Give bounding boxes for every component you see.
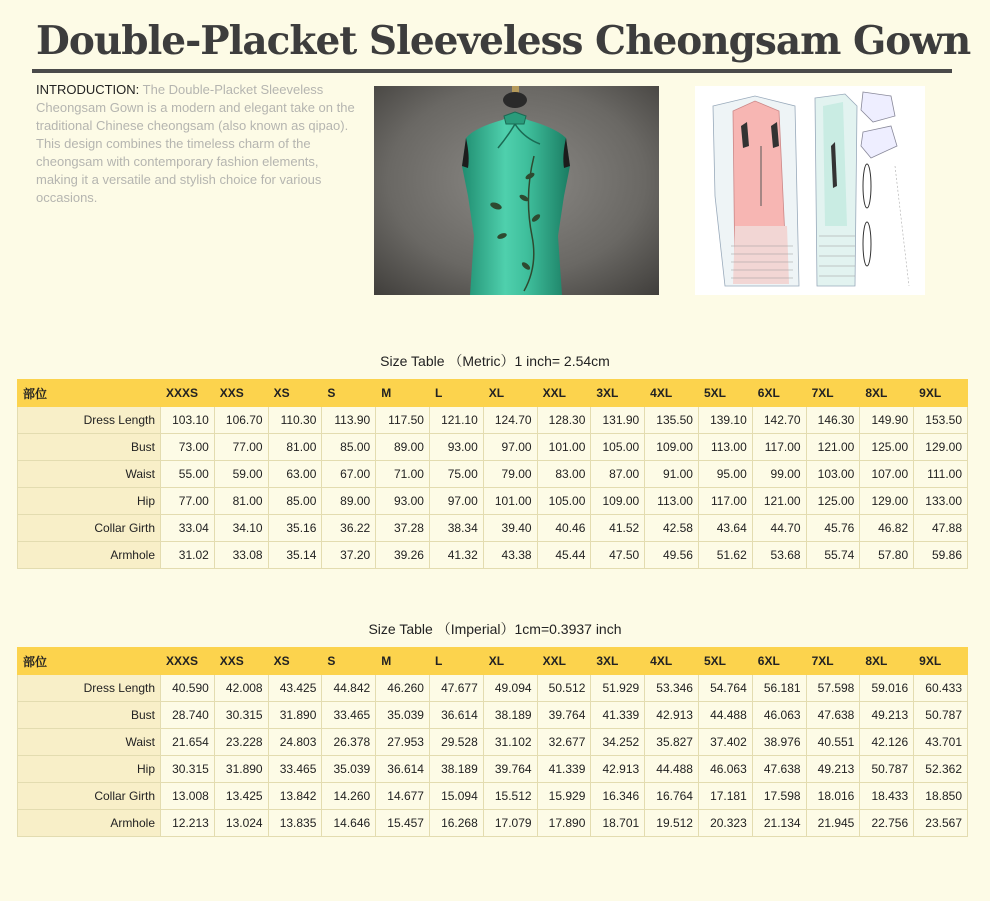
- measurement-cell: 113.00: [645, 488, 699, 515]
- header-cell-size: XXS: [214, 380, 268, 407]
- measurement-cell: 47.677: [429, 675, 483, 702]
- measurement-cell: 23.567: [914, 810, 968, 837]
- measurement-cell: 46.063: [698, 756, 752, 783]
- measurement-cell: 17.890: [537, 810, 591, 837]
- measurement-cell: 59.016: [860, 675, 914, 702]
- measurement-cell: 19.512: [645, 810, 699, 837]
- measurement-cell: 133.00: [914, 488, 968, 515]
- measurement-cell: 38.976: [752, 729, 806, 756]
- measurement-cell: 44.842: [322, 675, 376, 702]
- measurement-cell: 109.00: [591, 488, 645, 515]
- measurement-cell: 95.00: [698, 461, 752, 488]
- measurement-cell: 93.00: [376, 488, 430, 515]
- measurement-cell: 50.787: [860, 756, 914, 783]
- page-title: Double-Placket Sleeveless Cheongsam Gown: [36, 18, 971, 64]
- measurement-cell: 121.00: [752, 488, 806, 515]
- measurement-cell: 125.00: [806, 488, 860, 515]
- measurement-cell: 113.00: [698, 434, 752, 461]
- measurement-cell: 39.26: [376, 542, 430, 569]
- measurement-cell: 35.039: [322, 756, 376, 783]
- measurement-cell: 37.402: [698, 729, 752, 756]
- row-label: Hip: [18, 756, 161, 783]
- measurement-cell: 101.00: [483, 488, 537, 515]
- measurement-cell: 18.850: [914, 783, 968, 810]
- header-cell-size: 9XL: [914, 648, 968, 675]
- measurement-cell: 13.425: [214, 783, 268, 810]
- measurement-cell: 89.00: [376, 434, 430, 461]
- measurement-cell: 99.00: [752, 461, 806, 488]
- measurement-cell: 121.10: [429, 407, 483, 434]
- measurement-cell: 77.00: [161, 488, 215, 515]
- measurement-cell: 23.228: [214, 729, 268, 756]
- measurement-cell: 17.598: [752, 783, 806, 810]
- measurement-cell: 31.890: [214, 756, 268, 783]
- header-cell-size: XXXS: [161, 648, 215, 675]
- header-cell-size: 3XL: [591, 648, 645, 675]
- measurement-cell: 146.30: [806, 407, 860, 434]
- table-row: [18, 407, 968, 434]
- table-row: [18, 675, 968, 702]
- measurement-cell: 38.189: [483, 702, 537, 729]
- measurement-cell: 21.654: [161, 729, 215, 756]
- measurement-cell: 79.00: [483, 461, 537, 488]
- measurement-cell: 45.44: [537, 542, 591, 569]
- measurement-cell: 38.34: [429, 515, 483, 542]
- measurement-cell: 13.835: [268, 810, 322, 837]
- measurement-cell: 50.787: [914, 702, 968, 729]
- measurement-cell: 60.433: [914, 675, 968, 702]
- row-label: Collar Girth: [18, 783, 161, 810]
- measurement-cell: 49.213: [860, 702, 914, 729]
- measurement-cell: 37.20: [322, 542, 376, 569]
- measurement-cell: 30.315: [161, 756, 215, 783]
- table-row: [18, 542, 968, 569]
- table-row: [18, 515, 968, 542]
- measurement-cell: 59.86: [914, 542, 968, 569]
- table-row: [18, 729, 968, 756]
- measurement-cell: 97.00: [429, 488, 483, 515]
- measurement-cell: 43.64: [698, 515, 752, 542]
- measurement-cell: 44.70: [752, 515, 806, 542]
- measurement-cell: 153.50: [914, 407, 968, 434]
- sewing-pattern-diagram: [695, 86, 925, 295]
- measurement-cell: 113.90: [322, 407, 376, 434]
- measurement-cell: 39.764: [483, 756, 537, 783]
- measurement-cell: 46.82: [860, 515, 914, 542]
- measurement-cell: 47.88: [914, 515, 968, 542]
- measurement-cell: 38.189: [429, 756, 483, 783]
- measurement-cell: 47.50: [591, 542, 645, 569]
- header-cell-part: 部位: [18, 380, 161, 407]
- measurement-cell: 49.213: [806, 756, 860, 783]
- metric-table-caption: Size Table （Metric）1 inch= 2.54cm: [380, 353, 610, 369]
- measurement-cell: 13.842: [268, 783, 322, 810]
- measurement-cell: 40.551: [806, 729, 860, 756]
- measurement-cell: 49.094: [483, 675, 537, 702]
- measurement-cell: 34.252: [591, 729, 645, 756]
- row-label: Bust: [18, 434, 161, 461]
- measurement-cell: 15.094: [429, 783, 483, 810]
- measurement-cell: 55.00: [161, 461, 215, 488]
- measurement-cell: 41.339: [537, 756, 591, 783]
- measurement-cell: 81.00: [214, 488, 268, 515]
- header-cell-size: 6XL: [752, 380, 806, 407]
- row-label: Armhole: [18, 810, 161, 837]
- measurement-cell: 15.929: [537, 783, 591, 810]
- measurement-cell: 54.764: [698, 675, 752, 702]
- measurement-cell: 135.50: [645, 407, 699, 434]
- row-label: Waist: [18, 461, 161, 488]
- measurement-cell: 56.181: [752, 675, 806, 702]
- measurement-cell: 17.079: [483, 810, 537, 837]
- measurement-cell: 89.00: [322, 488, 376, 515]
- header-cell-size: 8XL: [860, 648, 914, 675]
- measurement-cell: 52.362: [914, 756, 968, 783]
- measurement-cell: 85.00: [268, 488, 322, 515]
- measurement-cell: 33.465: [322, 702, 376, 729]
- measurement-cell: 75.00: [429, 461, 483, 488]
- header-cell-size: XXXS: [161, 380, 215, 407]
- measurement-cell: 16.346: [591, 783, 645, 810]
- header-cell-size: L: [429, 648, 483, 675]
- measurement-cell: 31.890: [268, 702, 322, 729]
- measurement-cell: 53.68: [752, 542, 806, 569]
- measurement-cell: 111.00: [914, 461, 968, 488]
- measurement-cell: 42.913: [591, 756, 645, 783]
- measurement-cell: 14.646: [322, 810, 376, 837]
- measurement-cell: 51.929: [591, 675, 645, 702]
- measurement-cell: 39.764: [537, 702, 591, 729]
- header-cell-size: 7XL: [806, 648, 860, 675]
- measurement-cell: 125.00: [860, 434, 914, 461]
- header-cell-size: 4XL: [645, 380, 699, 407]
- row-label: Waist: [18, 729, 161, 756]
- measurement-cell: 85.00: [322, 434, 376, 461]
- header-cell-part: 部位: [18, 648, 161, 675]
- measurement-cell: 45.76: [806, 515, 860, 542]
- measurement-cell: 128.30: [537, 407, 591, 434]
- header-cell-size: S: [322, 380, 376, 407]
- row-label: Bust: [18, 702, 161, 729]
- measurement-cell: 73.00: [161, 434, 215, 461]
- header-cell-size: XS: [268, 380, 322, 407]
- measurement-cell: 40.46: [537, 515, 591, 542]
- row-label: Dress Length: [18, 407, 161, 434]
- measurement-cell: 33.04: [161, 515, 215, 542]
- measurement-cell: 42.126: [860, 729, 914, 756]
- measurement-cell: 14.677: [376, 783, 430, 810]
- measurement-cell: 81.00: [268, 434, 322, 461]
- measurement-cell: 149.90: [860, 407, 914, 434]
- measurement-cell: 105.00: [537, 488, 591, 515]
- measurement-cell: 22.756: [860, 810, 914, 837]
- measurement-cell: 44.488: [645, 756, 699, 783]
- introduction: [36, 81, 358, 207]
- measurement-cell: 30.315: [214, 702, 268, 729]
- header-cell-size: 8XL: [860, 380, 914, 407]
- measurement-cell: 17.181: [698, 783, 752, 810]
- measurement-cell: 18.016: [806, 783, 860, 810]
- measurement-cell: 47.638: [806, 702, 860, 729]
- measurement-cell: 13.008: [161, 783, 215, 810]
- measurement-cell: 71.00: [376, 461, 430, 488]
- measurement-cell: 35.827: [645, 729, 699, 756]
- header-cell-size: XXL: [537, 380, 591, 407]
- measurement-cell: 139.10: [698, 407, 752, 434]
- measurement-cell: 124.70: [483, 407, 537, 434]
- measurement-cell: 39.40: [483, 515, 537, 542]
- measurement-cell: 21.945: [806, 810, 860, 837]
- measurement-cell: 32.677: [537, 729, 591, 756]
- measurement-cell: 40.590: [161, 675, 215, 702]
- measurement-cell: 20.323: [698, 810, 752, 837]
- measurement-cell: 46.260: [376, 675, 430, 702]
- measurement-cell: 59.00: [214, 461, 268, 488]
- header-cell-size: 6XL: [752, 648, 806, 675]
- measurement-cell: 42.58: [645, 515, 699, 542]
- table-row: [18, 702, 968, 729]
- measurement-cell: 105.00: [591, 434, 645, 461]
- measurement-cell: 106.70: [214, 407, 268, 434]
- header-cell-size: XL: [483, 380, 537, 407]
- table-row: [18, 488, 968, 515]
- measurement-cell: 57.598: [806, 675, 860, 702]
- measurement-cell: 103.10: [161, 407, 215, 434]
- measurement-cell: 29.528: [429, 729, 483, 756]
- measurement-cell: 91.00: [645, 461, 699, 488]
- table-header-row: [18, 380, 968, 407]
- measurement-cell: 131.90: [591, 407, 645, 434]
- header-cell-size: 5XL: [698, 648, 752, 675]
- measurement-cell: 27.953: [376, 729, 430, 756]
- measurement-cell: 53.346: [645, 675, 699, 702]
- measurement-cell: 129.00: [914, 434, 968, 461]
- measurement-cell: 142.70: [752, 407, 806, 434]
- measurement-cell: 31.02: [161, 542, 215, 569]
- measurement-cell: 43.38: [483, 542, 537, 569]
- measurement-cell: 18.701: [591, 810, 645, 837]
- measurement-cell: 21.134: [752, 810, 806, 837]
- measurement-cell: 77.00: [214, 434, 268, 461]
- measurement-cell: 16.268: [429, 810, 483, 837]
- dress-photo: [374, 86, 659, 295]
- measurement-cell: 87.00: [591, 461, 645, 488]
- header-cell-size: XL: [483, 648, 537, 675]
- measurement-cell: 110.30: [268, 407, 322, 434]
- metric-size-table: [17, 379, 968, 569]
- table-row: [18, 461, 968, 488]
- measurement-cell: 15.512: [483, 783, 537, 810]
- measurement-cell: 129.00: [860, 488, 914, 515]
- measurement-cell: 67.00: [322, 461, 376, 488]
- measurement-cell: 28.740: [161, 702, 215, 729]
- measurement-cell: 12.213: [161, 810, 215, 837]
- measurement-cell: 42.913: [645, 702, 699, 729]
- row-label: Dress Length: [18, 675, 161, 702]
- measurement-cell: 33.465: [268, 756, 322, 783]
- measurement-cell: 36.614: [429, 702, 483, 729]
- measurement-cell: 24.803: [268, 729, 322, 756]
- measurement-cell: 121.00: [806, 434, 860, 461]
- measurement-cell: 55.74: [806, 542, 860, 569]
- measurement-cell: 47.638: [752, 756, 806, 783]
- row-label: Hip: [18, 488, 161, 515]
- row-label: Collar Girth: [18, 515, 161, 542]
- measurement-cell: 36.614: [376, 756, 430, 783]
- measurement-cell: 51.62: [698, 542, 752, 569]
- measurement-cell: 18.433: [860, 783, 914, 810]
- row-label: Armhole: [18, 542, 161, 569]
- table-header-row: [18, 648, 968, 675]
- header-cell-size: 9XL: [914, 380, 968, 407]
- measurement-cell: 46.063: [752, 702, 806, 729]
- measurement-cell: 36.22: [322, 515, 376, 542]
- header-cell-size: S: [322, 648, 376, 675]
- header-cell-size: 7XL: [806, 380, 860, 407]
- measurement-cell: 49.56: [645, 542, 699, 569]
- intro-label: INTRODUCTION:: [36, 82, 140, 97]
- measurement-cell: 35.039: [376, 702, 430, 729]
- measurement-cell: 107.00: [860, 461, 914, 488]
- measurement-cell: 43.425: [268, 675, 322, 702]
- measurement-cell: 83.00: [537, 461, 591, 488]
- header-cell-size: M: [376, 380, 430, 407]
- header-cell-size: 5XL: [698, 380, 752, 407]
- measurement-cell: 41.339: [591, 702, 645, 729]
- measurement-cell: 41.52: [591, 515, 645, 542]
- measurement-cell: 50.512: [537, 675, 591, 702]
- measurement-cell: 34.10: [214, 515, 268, 542]
- measurement-cell: 31.102: [483, 729, 537, 756]
- measurement-cell: 117.00: [698, 488, 752, 515]
- intro-text: The Double-Placket Sleeveless Cheongsam Gown is a modern and elegant take on the traditional Chinese cheongsam (also known as qipao). This design combines the timeless charm of the cheongsam with contemporary fashion elements, making it a versatile and stylish choice for various occasions.: [36, 82, 355, 205]
- measurement-cell: 97.00: [483, 434, 537, 461]
- measurement-cell: 35.16: [268, 515, 322, 542]
- header-cell-size: XXL: [537, 648, 591, 675]
- measurement-cell: 117.50: [376, 407, 430, 434]
- measurement-cell: 26.378: [322, 729, 376, 756]
- header-cell-size: XS: [268, 648, 322, 675]
- header-cell-size: 4XL: [645, 648, 699, 675]
- measurement-cell: 37.28: [376, 515, 430, 542]
- measurement-cell: 63.00: [268, 461, 322, 488]
- table-row: [18, 756, 968, 783]
- measurement-cell: 43.701: [914, 729, 968, 756]
- header-cell-size: L: [429, 380, 483, 407]
- measurement-cell: 35.14: [268, 542, 322, 569]
- measurement-cell: 109.00: [645, 434, 699, 461]
- table-row: [18, 783, 968, 810]
- imperial-size-table: [17, 647, 968, 837]
- measurement-cell: 93.00: [429, 434, 483, 461]
- table-row: [18, 434, 968, 461]
- measurement-cell: 15.457: [376, 810, 430, 837]
- measurement-cell: 117.00: [752, 434, 806, 461]
- measurement-cell: 101.00: [537, 434, 591, 461]
- imperial-table-caption: Size Table （Imperial）1cm=0.3937 inch: [368, 621, 622, 637]
- header-cell-size: 3XL: [591, 380, 645, 407]
- table-row: [18, 810, 968, 837]
- measurement-cell: 42.008: [214, 675, 268, 702]
- measurement-cell: 57.80: [860, 542, 914, 569]
- measurement-cell: 41.32: [429, 542, 483, 569]
- title-divider: [32, 69, 952, 73]
- measurement-cell: 14.260: [322, 783, 376, 810]
- measurement-cell: 33.08: [214, 542, 268, 569]
- measurement-cell: 16.764: [645, 783, 699, 810]
- measurement-cell: 44.488: [698, 702, 752, 729]
- measurement-cell: 103.00: [806, 461, 860, 488]
- header-cell-size: M: [376, 648, 430, 675]
- header-cell-size: XXS: [214, 648, 268, 675]
- measurement-cell: 13.024: [214, 810, 268, 837]
